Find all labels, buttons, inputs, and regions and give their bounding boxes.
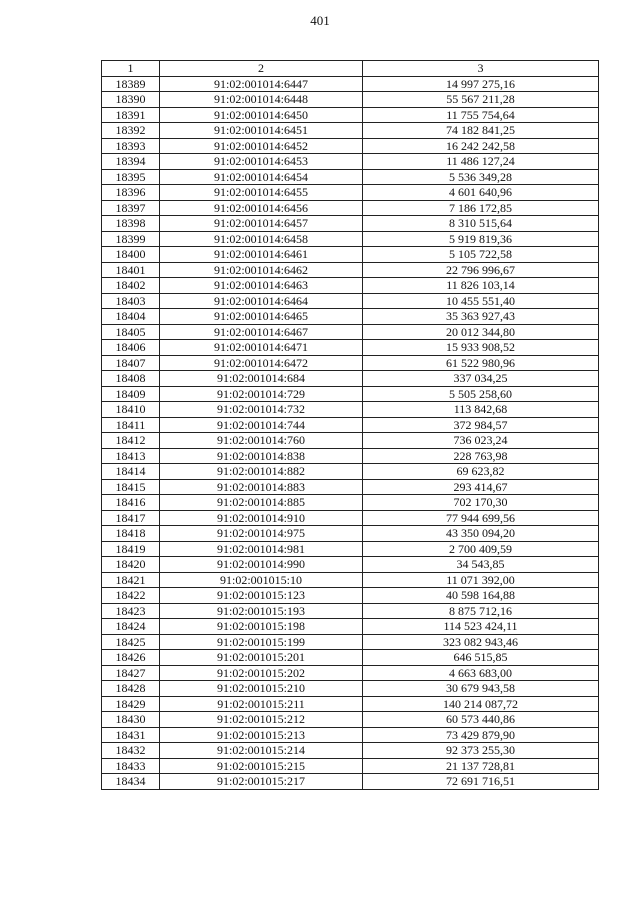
row-number-cell: 18392 <box>102 123 160 139</box>
row-number-cell: 18417 <box>102 510 160 526</box>
row-number-cell: 18397 <box>102 200 160 216</box>
cadastral-number-cell: 91:02:001015:193 <box>160 603 363 619</box>
cadastral-number-cell: 91:02:001015:212 <box>160 712 363 728</box>
table-row <box>102 355 599 371</box>
value-cell: 35 363 927,43 <box>363 309 599 325</box>
cadastral-number-cell: 91:02:001014:732 <box>160 402 363 418</box>
table-row <box>102 262 599 278</box>
row-number-cell: 18412 <box>102 433 160 449</box>
value-cell: 228 763,98 <box>363 448 599 464</box>
cadastral-number-cell: 91:02:001014:883 <box>160 479 363 495</box>
row-number-cell: 18403 <box>102 293 160 309</box>
row-number-cell: 18404 <box>102 309 160 325</box>
cadastral-number-cell: 91:02:001014:744 <box>160 417 363 433</box>
table-row <box>102 324 599 340</box>
value-cell: 10 455 551,40 <box>363 293 599 309</box>
value-cell: 113 842,68 <box>363 402 599 418</box>
table-row <box>102 727 599 743</box>
cadastral-number-cell: 91:02:001014:6454 <box>160 169 363 185</box>
table-row <box>102 231 599 247</box>
value-cell: 40 598 164,88 <box>363 588 599 604</box>
table-row <box>102 743 599 759</box>
row-number-cell: 18393 <box>102 138 160 154</box>
row-number-cell: 18425 <box>102 634 160 650</box>
cadastral-number-cell: 91:02:001015:202 <box>160 665 363 681</box>
table-row <box>102 107 599 123</box>
cadastral-number-cell: 91:02:001015:211 <box>160 696 363 712</box>
row-number-cell: 18409 <box>102 386 160 402</box>
table-row <box>102 712 599 728</box>
row-number-cell: 18427 <box>102 665 160 681</box>
table-body <box>102 76 599 789</box>
table-row <box>102 634 599 650</box>
cadastral-number-cell: 91:02:001014:981 <box>160 541 363 557</box>
value-cell: 11 755 754,64 <box>363 107 599 123</box>
cadastral-number-cell: 91:02:001014:6462 <box>160 262 363 278</box>
table-row <box>102 495 599 511</box>
cadastral-number-cell: 91:02:001014:6451 <box>160 123 363 139</box>
cadastral-number-cell: 91:02:001014:6447 <box>160 76 363 92</box>
row-number-cell: 18434 <box>102 774 160 790</box>
cadastral-number-cell: 91:02:001015:210 <box>160 681 363 697</box>
cadastral-number-cell: 91:02:001014:760 <box>160 433 363 449</box>
cadastral-number-cell: 91:02:001014:6453 <box>160 154 363 170</box>
row-number-cell: 18423 <box>102 603 160 619</box>
cadastral-number-cell: 91:02:001015:215 <box>160 758 363 774</box>
table-row <box>102 417 599 433</box>
cadastral-number-cell: 91:02:001014:885 <box>160 495 363 511</box>
value-cell: 114 523 424,11 <box>363 619 599 635</box>
table-row <box>102 681 599 697</box>
cadastral-number-cell: 91:02:001015:213 <box>160 727 363 743</box>
value-cell: 2 700 409,59 <box>363 541 599 557</box>
row-number-cell: 18424 <box>102 619 160 635</box>
value-cell: 30 679 943,58 <box>363 681 599 697</box>
value-cell: 34 543,85 <box>363 557 599 573</box>
cadastral-number-cell: 91:02:001015:201 <box>160 650 363 666</box>
row-number-cell: 18406 <box>102 340 160 356</box>
value-cell: 11 826 103,14 <box>363 278 599 294</box>
cadastral-number-cell: 91:02:001014:6458 <box>160 231 363 247</box>
value-cell: 11 071 392,00 <box>363 572 599 588</box>
cadastral-number-cell: 91:02:001015:198 <box>160 619 363 635</box>
row-number-cell: 18421 <box>102 572 160 588</box>
table-row <box>102 758 599 774</box>
table-row <box>102 154 599 170</box>
value-cell: 5 505 258,60 <box>363 386 599 402</box>
row-number-cell: 18426 <box>102 650 160 666</box>
cadastral-number-cell: 91:02:001014:6455 <box>160 185 363 201</box>
value-cell: 43 350 094,20 <box>363 526 599 542</box>
table-row <box>102 309 599 325</box>
row-number-cell: 18429 <box>102 696 160 712</box>
cadastral-number-cell: 91:02:001015:217 <box>160 774 363 790</box>
value-cell: 140 214 087,72 <box>363 696 599 712</box>
value-cell: 14 997 275,16 <box>363 76 599 92</box>
table-row <box>102 665 599 681</box>
cadastral-number-cell: 91:02:001014:975 <box>160 526 363 542</box>
table-row <box>102 200 599 216</box>
value-cell: 337 034,25 <box>363 371 599 387</box>
value-cell: 5 105 722,58 <box>363 247 599 263</box>
value-cell: 646 515,85 <box>363 650 599 666</box>
value-cell: 323 082 943,46 <box>363 634 599 650</box>
cadastral-number-cell: 91:02:001014:6448 <box>160 92 363 108</box>
table-row <box>102 76 599 92</box>
table-row <box>102 510 599 526</box>
table-row <box>102 526 599 542</box>
value-cell: 20 012 344,80 <box>363 324 599 340</box>
value-cell: 77 944 699,56 <box>363 510 599 526</box>
table-header-row <box>102 61 599 77</box>
cadastral-number-cell: 91:02:001014:6461 <box>160 247 363 263</box>
cadastral-number-cell: 91:02:001014:838 <box>160 448 363 464</box>
table-row <box>102 774 599 790</box>
row-number-cell: 18411 <box>102 417 160 433</box>
value-cell: 69 623,82 <box>363 464 599 480</box>
table-row <box>102 92 599 108</box>
value-cell: 4 663 683,00 <box>363 665 599 681</box>
value-cell: 8 875 712,16 <box>363 603 599 619</box>
table-row <box>102 588 599 604</box>
value-cell: 293 414,67 <box>363 479 599 495</box>
row-number-cell: 18396 <box>102 185 160 201</box>
cadastral-number-cell: 91:02:001014:684 <box>160 371 363 387</box>
row-number-cell: 18410 <box>102 402 160 418</box>
cadastral-number-cell: 91:02:001014:6472 <box>160 355 363 371</box>
value-cell: 372 984,57 <box>363 417 599 433</box>
value-cell: 72 691 716,51 <box>363 774 599 790</box>
row-number-cell: 18420 <box>102 557 160 573</box>
column-header-2: 2 <box>160 61 363 77</box>
cadastral-number-cell: 91:02:001014:6471 <box>160 340 363 356</box>
row-number-cell: 18402 <box>102 278 160 294</box>
value-cell: 73 429 879,90 <box>363 727 599 743</box>
value-cell: 5 919 819,36 <box>363 231 599 247</box>
value-cell: 74 182 841,25 <box>363 123 599 139</box>
table-row <box>102 402 599 418</box>
row-number-cell: 18408 <box>102 371 160 387</box>
table-row <box>102 340 599 356</box>
row-number-cell: 18414 <box>102 464 160 480</box>
table-row <box>102 572 599 588</box>
value-cell: 7 186 172,85 <box>363 200 599 216</box>
page-number: 401 <box>310 13 330 28</box>
cadastral-number-cell: 91:02:001015:199 <box>160 634 363 650</box>
cadastral-number-cell: 91:02:001014:6452 <box>160 138 363 154</box>
row-number-cell: 18400 <box>102 247 160 263</box>
cadastral-number-cell: 91:02:001015:123 <box>160 588 363 604</box>
table-row <box>102 603 599 619</box>
table-row <box>102 123 599 139</box>
table-row <box>102 448 599 464</box>
value-cell: 702 170,30 <box>363 495 599 511</box>
cadastral-value-table <box>101 60 599 790</box>
value-cell: 21 137 728,81 <box>363 758 599 774</box>
cadastral-number-cell: 91:02:001014:990 <box>160 557 363 573</box>
row-number-cell: 18398 <box>102 216 160 232</box>
table-row <box>102 216 599 232</box>
row-number-cell: 18413 <box>102 448 160 464</box>
row-number-cell: 18399 <box>102 231 160 247</box>
row-number-cell: 18405 <box>102 324 160 340</box>
table-row <box>102 557 599 573</box>
value-cell: 16 242 242,58 <box>363 138 599 154</box>
row-number-cell: 18394 <box>102 154 160 170</box>
cadastral-number-cell: 91:02:001014:882 <box>160 464 363 480</box>
cadastral-number-cell: 91:02:001014:910 <box>160 510 363 526</box>
column-header-1: 1 <box>102 61 160 77</box>
cadastral-number-cell: 91:02:001014:6456 <box>160 200 363 216</box>
table-row <box>102 169 599 185</box>
table-row <box>102 696 599 712</box>
value-cell: 92 373 255,30 <box>363 743 599 759</box>
value-cell: 8 310 515,64 <box>363 216 599 232</box>
row-number-cell: 18422 <box>102 588 160 604</box>
column-header-3: 3 <box>363 61 599 77</box>
value-cell: 60 573 440,86 <box>363 712 599 728</box>
value-cell: 4 601 640,96 <box>363 185 599 201</box>
row-number-cell: 18419 <box>102 541 160 557</box>
table-row <box>102 386 599 402</box>
row-number-cell: 18428 <box>102 681 160 697</box>
table-row <box>102 464 599 480</box>
row-number-cell: 18431 <box>102 727 160 743</box>
table-row <box>102 650 599 666</box>
table-row <box>102 278 599 294</box>
value-cell: 55 567 211,28 <box>363 92 599 108</box>
table-row <box>102 433 599 449</box>
value-cell: 22 796 996,67 <box>363 262 599 278</box>
cadastral-number-cell: 91:02:001014:6465 <box>160 309 363 325</box>
table-row <box>102 138 599 154</box>
row-number-cell: 18407 <box>102 355 160 371</box>
value-cell: 736 023,24 <box>363 433 599 449</box>
row-number-cell: 18401 <box>102 262 160 278</box>
table-row <box>102 619 599 635</box>
row-number-cell: 18432 <box>102 743 160 759</box>
row-number-cell: 18390 <box>102 92 160 108</box>
table-row <box>102 541 599 557</box>
value-cell: 11 486 127,24 <box>363 154 599 170</box>
cadastral-number-cell: 91:02:001014:6450 <box>160 107 363 123</box>
value-cell: 61 522 980,96 <box>363 355 599 371</box>
table-row <box>102 293 599 309</box>
table-row <box>102 185 599 201</box>
row-number-cell: 18433 <box>102 758 160 774</box>
row-number-cell: 18391 <box>102 107 160 123</box>
row-number-cell: 18418 <box>102 526 160 542</box>
value-cell: 5 536 349,28 <box>363 169 599 185</box>
cadastral-number-cell: 91:02:001014:6464 <box>160 293 363 309</box>
table-row <box>102 479 599 495</box>
row-number-cell: 18395 <box>102 169 160 185</box>
cadastral-number-cell: 91:02:001015:214 <box>160 743 363 759</box>
row-number-cell: 18416 <box>102 495 160 511</box>
row-number-cell: 18430 <box>102 712 160 728</box>
row-number-cell: 18389 <box>102 76 160 92</box>
cadastral-number-cell: 91:02:001014:6463 <box>160 278 363 294</box>
table-row <box>102 247 599 263</box>
cadastral-number-cell: 91:02:001014:6467 <box>160 324 363 340</box>
row-number-cell: 18415 <box>102 479 160 495</box>
table-row <box>102 371 599 387</box>
cadastral-number-cell: 91:02:001014:729 <box>160 386 363 402</box>
value-cell: 15 933 908,52 <box>363 340 599 356</box>
cadastral-number-cell: 91:02:001015:10 <box>160 572 363 588</box>
cadastral-number-cell: 91:02:001014:6457 <box>160 216 363 232</box>
